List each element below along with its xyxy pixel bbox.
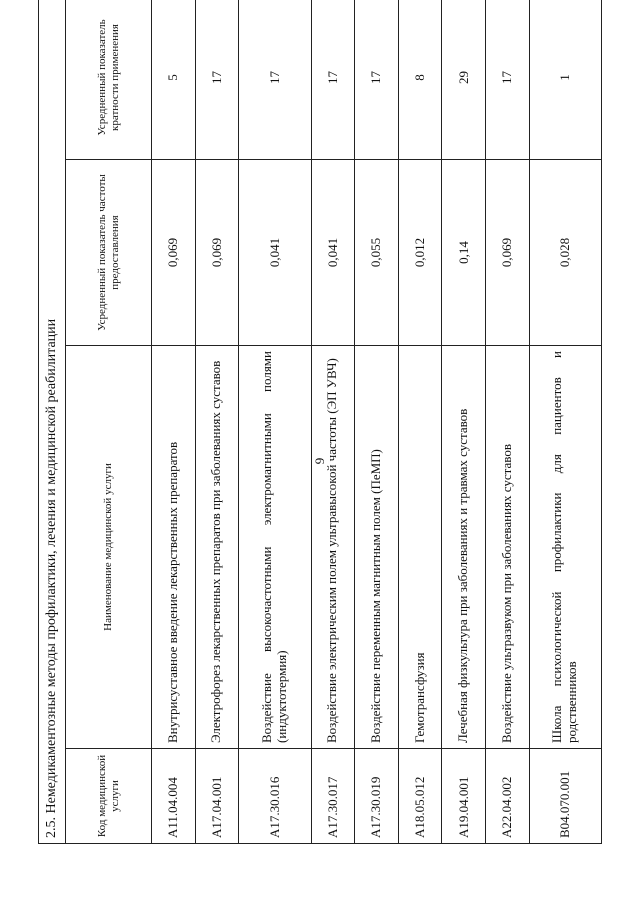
table-row (529, 0, 601, 844)
cell-multiplicity: 17 (239, 0, 311, 160)
cell-name: Воздействие ультразвуком при заболеваниях суставов (485, 346, 529, 749)
services-table (38, 0, 602, 844)
cell-name: Гемотрансфузия (398, 346, 442, 749)
cell-code: A19.04.001 (442, 749, 486, 844)
cell-name: Воздействие высокочастотными электромагнитными полями (индуктотермия) (239, 346, 311, 749)
table-row (442, 0, 486, 844)
cell-frequency: 0,028 (529, 160, 601, 346)
cell-code: A17.30.019 (355, 749, 399, 844)
cell-frequency: 0,012 (398, 160, 442, 346)
header-code: Код медицинской услуги (66, 749, 152, 844)
cell-code: A22.04.002 (485, 749, 529, 844)
cell-frequency: 0,069 (195, 160, 239, 346)
header-multiplicity: Усредненный показатель кратности применения (66, 0, 152, 160)
cell-multiplicity: 1 (529, 0, 601, 160)
cell-multiplicity: 5 (152, 0, 196, 160)
cell-code: A18.05.012 (398, 749, 442, 844)
table-row (311, 0, 355, 844)
cell-multiplicity: 17 (311, 0, 355, 160)
cell-multiplicity: 17 (485, 0, 529, 160)
section-title-row (39, 0, 66, 844)
rotated-table-wrapper (38, 0, 602, 844)
header-frequency: Усредненный показатель частоты предоставления (66, 160, 152, 346)
cell-multiplicity: 8 (398, 0, 442, 160)
cell-frequency: 0,069 (152, 160, 196, 346)
cell-frequency: 0,041 (311, 160, 355, 346)
table-header-row (66, 0, 152, 844)
cell-name: Внутрисуставное введение лекарственных препаратов (152, 346, 196, 749)
cell-name: Лечебная физкультура при заболеваниях и травмах суставов (442, 346, 486, 749)
cell-code: A17.30.016 (239, 749, 311, 844)
table-row (355, 0, 399, 844)
cell-name: Электрофорез лекарственных препаратов при заболеваниях суставов (195, 346, 239, 749)
cell-name: Школа психологической профилактики для пациентов и родственников (529, 346, 601, 749)
cell-frequency: 0,069 (485, 160, 529, 346)
cell-code: A17.04.001 (195, 749, 239, 844)
cell-multiplicity: 17 (355, 0, 399, 160)
table-row (485, 0, 529, 844)
table-row (195, 0, 239, 844)
cell-frequency: 0,14 (442, 160, 486, 346)
cell-multiplicity: 17 (195, 0, 239, 160)
table-row (152, 0, 196, 844)
table-row (239, 0, 311, 844)
cell-multiplicity: 29 (442, 0, 486, 160)
cell-code: A11.04.004 (152, 749, 196, 844)
cell-code: A17.30.017 (311, 749, 355, 844)
page-number: 9 (312, 457, 327, 465)
section-title: 2.5. Немедикаментозные методы профилактики, лечения и медицинской реабилитации (39, 0, 66, 844)
cell-frequency: 0,055 (355, 160, 399, 346)
cell-frequency: 0,041 (239, 160, 311, 346)
cell-name: Воздействие переменным магнитным полем (ПеМП) (355, 346, 399, 749)
cell-name: Воздействие электрическим полем ультравысокой частоты (ЭП УВЧ) (311, 346, 355, 749)
table-row (398, 0, 442, 844)
cell-code: B04.070.001 (529, 749, 601, 844)
header-name: Наименование медицинской услуги (66, 346, 152, 749)
